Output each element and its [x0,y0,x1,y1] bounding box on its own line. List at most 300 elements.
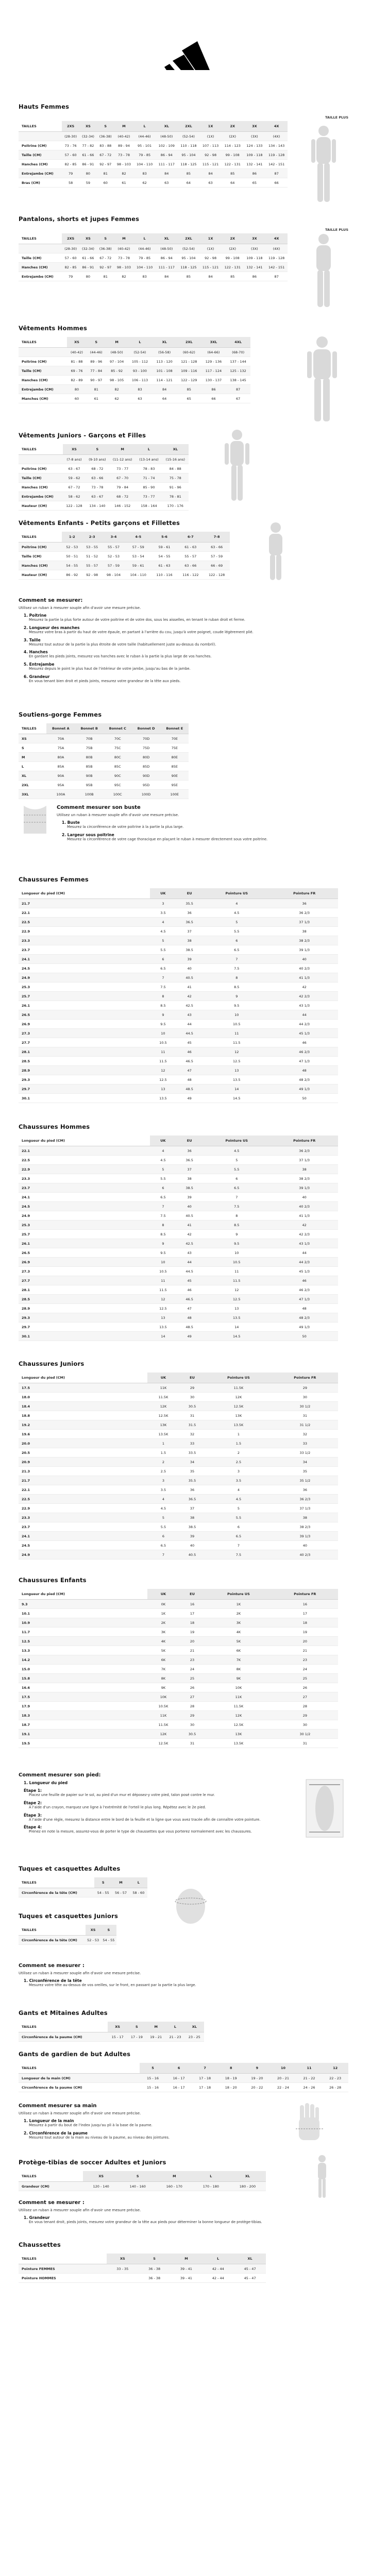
table-cell: 6.5 [205,1532,272,1541]
table-cell: 48 [176,1313,203,1323]
table-cell: 31 [272,1739,338,1748]
table-cell: 146 - 152 [109,501,136,511]
table-cell: 15 - 16 [140,2083,166,2092]
table-cell: (1X) [199,244,222,253]
table-cell: 43 [176,1248,203,1258]
table-cell: 6 [150,1183,176,1193]
size-table [19,337,250,403]
row-header: Hanches (CM) [19,483,63,492]
table-cell: 180 - 200 [229,2182,266,2191]
table-cell: 1.5 [147,1448,179,1458]
table-cell: 71 - 74 [136,473,162,483]
table-cell: 39 1/3 [271,945,338,955]
row-header: 22.1 [19,908,150,918]
column-header: TAILLES [19,2171,83,2182]
table-cell: 61 - 66 [79,253,97,263]
section-title: Tuques et casquettes Adultes [19,1865,121,1872]
column-header: 3XL [201,337,226,348]
column-header: XS [86,1925,101,1936]
table-row [19,1702,338,1711]
table-cell: 122 - 129 [177,376,201,385]
column-header: TAILLES [19,2022,108,2032]
table-cell: 15 - 16 [140,2074,166,2083]
table-cell: (36-38) [97,244,114,253]
table-cell: 106 - 113 [128,376,153,385]
column-header: 8 [218,2063,244,2074]
table-cell: 40 [272,1541,338,1550]
column-header: EU [176,888,203,899]
table-cell: 105 - 112 [128,357,153,366]
table-cell: 12 [203,1285,271,1295]
table-cell: 30 1/2 [272,1402,338,1411]
column-header: XS [79,121,97,132]
section-title: Gants et Mitaines Adultes [19,2009,108,2016]
table-cell: 54 - 55 [151,552,178,561]
table-cell: (2X) [222,244,244,253]
table-cell: 6K [205,1646,272,1655]
table-row [19,1485,338,1495]
table-cell: 17 - 19 [127,2032,146,2042]
table-cell: 12.5 [150,1304,176,1313]
table-cell: 31 1/2 [272,1420,338,1430]
table-cell: 70D [132,734,161,743]
table-cell: 58 - 60 [130,1888,147,1897]
table-cell: 12 [203,1047,271,1057]
table-cell: 38 2/3 [272,1522,338,1532]
table-cell: 5 [205,1504,272,1513]
row-header: 26.1 [19,1239,150,1248]
table-cell: 7 [205,1541,272,1550]
column-header: L [133,233,156,244]
table-cell: 75D [132,743,161,753]
column-header: TAILLES [19,233,62,244]
row-header: Entrejambe (CM) [19,492,63,501]
row-header: 21.7 [19,899,150,908]
table-cell: 67 - 72 [63,483,86,492]
size-table [19,2063,348,2092]
table-cell: 42 [176,992,203,1001]
row-header: Poitrine (CM) [19,543,62,552]
table-cell: (4X) [265,132,288,141]
column-header: S [120,2171,156,2182]
table-cell: 46 [176,1285,203,1295]
table-cell: 142 - 151 [265,263,288,272]
row-header: 23.3 [19,1513,147,1522]
column-header: L [165,2022,184,2032]
table-cell: 54 - 55 [62,561,82,570]
table-cell: 122 - 131 [222,160,244,169]
table-cell: 85C [104,762,132,771]
table-cell: 6.5 [203,1183,271,1193]
table-cell: 3.5 [205,1476,272,1485]
table-row [19,973,338,982]
table-cell: (32-34) [79,244,97,253]
table-cell: 25 [272,1674,338,1683]
column-header: S [139,2253,171,2264]
size-table [19,723,189,799]
table-cell: 22 - 23 [322,2074,348,2083]
section-bras [19,711,353,799]
row-header: 23.3 [19,1174,150,1183]
table-row [19,1550,338,1560]
table-row [19,1637,338,1646]
table-row [19,348,250,357]
table-cell: 2K [147,1618,179,1628]
table-cell: 31 [179,1411,205,1420]
table-cell: 57 - 60 [62,253,79,263]
table-cell: 12 [150,1295,176,1304]
table-cell: 44.5 [176,1267,203,1276]
table-cell: 13 [203,1066,271,1075]
row-header: 28.9 [19,1066,150,1075]
table-row [19,543,230,552]
table-cell: (40-42) [67,348,87,357]
table-cell: 45 1/3 [271,1029,338,1038]
table-cell: 54 - 55 [94,1888,112,1897]
row-header: 18.4 [19,1402,147,1411]
row-header [19,455,63,464]
table-cell: 6.5 [150,1193,176,1202]
table-cell: 33 - 35 [107,2264,139,2274]
table-cell: 40 [176,1202,203,1211]
row-header: Pointure FEMMES [19,2264,107,2274]
table-row [19,1183,338,1193]
table-cell: 101 - 108 [152,366,177,376]
table-cell: 14.5 [203,1094,271,1103]
table-cell: 109 - 118 [244,253,266,263]
table-cell: 29 [179,1383,205,1393]
table-row [19,1655,338,1665]
table-cell: 12K [205,1393,272,1402]
head-measure-guide [19,1963,353,1991]
table-cell: 27 [179,1692,205,1702]
row-header: 24.1 [19,955,150,964]
table-cell: 36 - 38 [139,2274,171,2283]
size-table [19,888,338,1103]
guide-item-title: Étape 1: [24,1788,42,1793]
table-cell: 92 - 98 [82,570,102,580]
column-header: Longueur du pied (CM) [19,1372,147,1383]
plus-size-caption: TAILLE PLUS [325,115,348,120]
guide-item-text: Placez une feuille de papier sur le sol, au pied d'un mur et déposez-y votre pied, talon posé contre le mur. [29,1793,215,1797]
table-cell: 79 [62,272,79,281]
table-cell: 49 1/3 [271,1084,338,1094]
section-shinguards [19,2159,353,2191]
table-cell: 39 [176,1193,203,1202]
guide-item-text: Mesurez la partie la plus forte autour de votre poitrine et de votre dos, sous les aisselles, en tenant le ruban droit et ferme. [29,618,245,622]
size-table [19,444,189,511]
table-cell: 11.5 [150,1057,176,1066]
table-cell: 8.5 [150,1230,176,1239]
table-cell: 79 [62,169,79,178]
table-cell: 91 - 96 [162,483,189,492]
table-cell: 8K [205,1665,272,1674]
table-cell: 5 [203,1156,271,1165]
table-row [19,945,338,955]
table-cell: 62 [106,394,128,403]
table-cell: 44 2/3 [271,1258,338,1267]
table-cell: 35.5 [179,1476,205,1485]
table-cell: 8 [203,1211,271,1221]
table-row [19,1313,338,1323]
table-cell [107,2274,139,2283]
table-cell: 9 [203,1230,271,1239]
table-cell: 10.5 [203,1258,271,1267]
table-cell: 13.5K [205,1739,272,1748]
row-header: 28.9 [19,1304,150,1313]
table-cell: 90 - 97 [87,376,106,385]
table-row [19,936,338,945]
table-row [19,762,189,771]
table-cell: 44 [176,1258,203,1267]
table-cell: 42 [271,982,338,992]
table-row [19,272,288,281]
column-header: UK [147,1589,179,1600]
table-cell: 70B [75,734,104,743]
column-header: Longueur du pied (CM) [19,1136,150,1146]
table-cell: 86 - 94 [156,150,178,160]
table-cell: 38 [176,936,203,945]
row-header: Longueur de la main (CM) [19,2074,140,2083]
table-row [19,1609,338,1618]
column-header: XL [234,2253,266,2264]
table-row [19,753,189,762]
column-header: 7-8 [204,532,230,543]
table-cell: 49 1/3 [271,1323,338,1332]
table-cell: 95 - 104 [178,150,200,160]
table-cell: (28-30) [62,132,79,141]
table-cell: 7.5 [203,1202,271,1211]
table-cell: 64 [152,394,177,403]
table-row [19,141,288,150]
table-cell: (56-58) [152,348,177,357]
row-header: 24.1 [19,1193,150,1202]
table-cell: 26 [272,1683,338,1692]
table-row [19,1193,338,1202]
row-header: 24.9 [19,1211,150,1221]
section-title: Chaussures Hommes [19,1123,90,1130]
section-title: Gants de gardien de but Adultes [19,2050,131,2058]
table-cell: 40 2/3 [271,964,338,973]
table-cell: 107 - 113 [199,141,222,150]
section-title: Vêtements Enfants - Petits garçons et Fillettes [19,519,180,527]
table-cell: 114 - 121 [152,376,177,385]
table-cell: 48 [176,1075,203,1084]
row-header: 17.9 [19,1702,147,1711]
table-cell: 63 [128,394,153,403]
column-header: Pointure FR [272,1589,338,1600]
table-cell: 59 [79,178,97,188]
row-header: Entrejambe (CM) [19,272,62,281]
table-cell: 35 [179,1467,205,1476]
table-cell: 130 - 137 [201,376,226,385]
row-header: 27.7 [19,1276,150,1285]
row-header: 25.3 [19,982,150,992]
row-header: Hauteur (CM) [19,501,63,511]
hand-measure-guide [19,2103,286,2143]
table-cell: 44 2/3 [271,1020,338,1029]
table-row [19,1541,338,1550]
guide-item-text: Prenez en note la mesure, assurez-vous de porter le type de chaussettes que vous porterez normalement avec les chaussures. [29,1829,252,1834]
table-cell: 45 [176,1276,203,1285]
table-cell: 29 [272,1383,338,1393]
table-row [19,1020,338,1029]
table-cell: 36 - 38 [139,2264,171,2274]
table-cell: 42 [271,1221,338,1230]
table-cell: 53 - 55 [82,543,102,552]
table-cell: 75 - 78 [162,473,189,483]
foot-figure-icon [304,1777,345,1839]
row-header: XS [19,734,46,743]
table-cell: 12K [147,1730,179,1739]
foot-measure-guide [19,1772,286,1837]
table-cell: 5 [147,1513,179,1522]
guide-item [24,1813,286,1822]
guide-item [24,638,353,647]
table-cell: 12.5K [147,1739,179,1748]
table-cell: 134 - 140 [86,501,109,511]
table-cell: 3K [205,1618,272,1628]
table-cell: 42 [176,1230,203,1239]
table-cell: 9.5 [150,1248,176,1258]
table-cell: 7 [147,1550,179,1560]
table-cell: 40 [271,955,338,964]
table-row [19,1476,338,1485]
table-cell: 83 [128,385,153,394]
column-header: TAILLES [19,723,46,734]
column-header: XS [83,2171,120,2182]
row-header: Pointure HOMMES [19,2274,107,2283]
table-cell: 21 [272,1646,338,1655]
table-cell: 140 - 160 [120,2182,156,2191]
column-header: XS [67,337,87,348]
table-cell: 45 1/3 [271,1267,338,1276]
table-row [19,1646,338,1655]
table-cell: 100D [132,790,161,799]
table-cell: 83 - 88 [97,141,114,150]
table-row [19,1383,338,1393]
table-cell: 84 [199,272,222,281]
body-measure-guide [19,598,353,687]
guide-item-text: À l'aide d'une règle, mesurez la distance entre le bord de la feuille et la ligne que vous avez tracée afin de connaître votre pointure. [29,1817,261,1822]
guide-item-title: 3. Taille [24,637,41,642]
row-header: 10.1 [19,1609,147,1618]
table-cell: 3 [150,899,176,908]
column-header: S [86,444,109,455]
table-cell: 90E [161,771,189,781]
guide-item [24,613,353,622]
table-cell: 170 - 176 [162,501,189,511]
table-cell: 42 2/3 [271,1230,338,1239]
table-cell: 65 [177,394,201,403]
table-cell: 6 [150,955,176,964]
row-header: L [19,762,46,771]
row-header: 29.3 [19,1075,150,1084]
guide-intro: Utilisez un ruban à mesurer souple afin d'avoir une mesure précise. [19,2111,141,2115]
section-shoes-kids [19,1577,353,1748]
table-cell: 35 [272,1467,338,1476]
table-cell: 77 - 82 [79,141,97,150]
table-cell: 36 [272,1485,338,1495]
row-header: Entrejambe (CM) [19,169,62,178]
table-header-row [19,2022,204,2032]
column-header: 2XL [177,337,201,348]
table-cell: 158 - 164 [136,501,162,511]
table-row [19,1156,338,1165]
row-header: 20.0 [19,1439,147,1448]
table-cell: 86 - 91 [79,160,97,169]
table-row [19,1888,147,1897]
table-row [19,1628,338,1637]
table-cell: 119 - 128 [265,253,288,263]
table-cell: 45 - 47 [234,2264,266,2274]
column-header: 4X [265,121,288,132]
table-cell: 37 [179,1504,205,1513]
table-header-row [19,444,189,455]
table-row [19,357,250,366]
table-cell: 6 [205,1522,272,1532]
table-cell: 14 [203,1323,271,1332]
table-cell: 41 1/3 [271,1211,338,1221]
table-cell: 28 [179,1702,205,1711]
table-cell: 65 [244,178,266,188]
column-header: 1X [199,233,222,244]
table-row [19,483,189,492]
table-row [19,1221,338,1230]
row-header: 24.9 [19,973,150,982]
table-cell: 38 [179,1513,205,1522]
table-cell: 34 [179,1458,205,1467]
table-cell: (40-42) [114,244,134,253]
size-table [19,2022,204,2042]
table-row [19,570,230,580]
row-header: 22.9 [19,1165,150,1174]
table-cell: 13 [203,1304,271,1313]
table-cell: 41 1/3 [271,973,338,982]
guide-item [62,833,345,842]
table-cell: 7 [203,955,271,964]
plus-size-caption: TAILLE PLUS [325,228,348,232]
table-cell: 132 - 141 [244,160,266,169]
table-cell: 85 [222,169,244,178]
table-cell: 68 - 72 [86,464,109,473]
table-cell: 18 [272,1618,338,1628]
column-header: S [101,1925,116,1936]
table-cell: 12K [205,1711,272,1720]
table-cell: 11.5K [205,1702,272,1711]
head-figure-icon [170,1886,211,1927]
guide-item-title: Étape 3: [24,1812,42,1818]
table-cell: 42 - 44 [202,2274,234,2283]
table-cell: 13 [150,1084,176,1094]
table-row [19,366,250,376]
table-cell: 121 - 128 [177,357,201,366]
guide-item-text: Mesurez à partir du bout de l'index jusqu'au pli à la base de la paume. [29,2123,153,2127]
table-cell: 9 [150,1239,176,1248]
table-header-row [19,723,189,734]
row-header: Taille (CM) [19,150,62,160]
table-row [19,1258,338,1267]
table-row [19,169,288,178]
row-header: 9.3 [19,1600,147,1609]
table-cell: 44.5 [176,1029,203,1038]
table-cell: 85A [46,762,75,771]
table-cell: 73 - 77 [109,464,136,473]
column-header: XL [229,2171,266,2182]
table-cell: 11.5 [203,1276,271,1285]
row-header: 20.5 [19,1448,147,1458]
row-header: Hanches (CM) [19,263,62,272]
